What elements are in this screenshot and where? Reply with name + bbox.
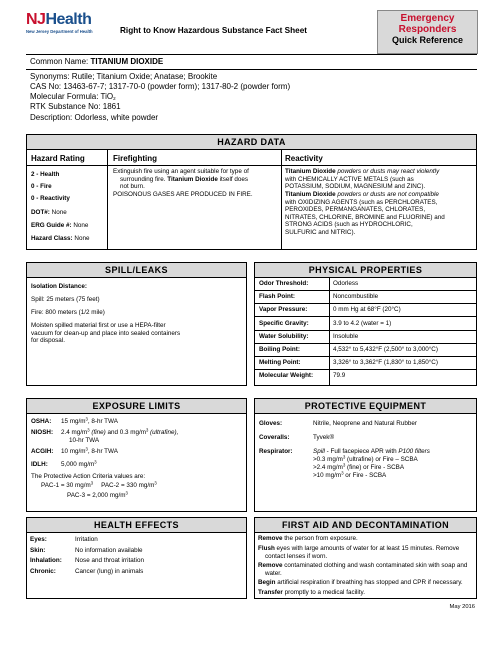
ff-text2: itself does	[217, 175, 248, 183]
first-aid-line4	[258, 579, 463, 587]
emergency-responders-badge	[377, 10, 478, 54]
physical-value: 79.9	[333, 372, 346, 380]
firefighting-header: Firefighting	[113, 154, 157, 163]
first-aid-title: FIRST AID AND DECONTAMINATION	[255, 518, 476, 533]
resp-spill: Spill	[313, 448, 325, 455]
erg-value: None	[73, 222, 89, 229]
firefighting-line1: Extinguish fire using an agent suitable for type of	[113, 168, 249, 175]
acgih-tail: , 8-hr TWA	[87, 448, 118, 455]
coveralls-value: Tyvek®	[313, 434, 335, 441]
fa-l5: promptly to a medical facility.	[282, 589, 365, 596]
physical-properties-section	[254, 262, 477, 386]
niosh-sup1: 3	[87, 427, 90, 433]
firefighting-line2	[120, 176, 248, 184]
hazard-data-section	[26, 134, 477, 250]
isolation-distance-label: Isolation Distance:	[31, 283, 87, 290]
dot-value: None	[51, 209, 67, 216]
hazard-header-rule	[27, 165, 476, 166]
physical-label: Melting Point:	[259, 359, 301, 367]
r-text: powders or dusts may react violently	[335, 168, 440, 175]
acgih-value: 10 mg/m	[61, 448, 86, 455]
hazard-col-divider-2	[281, 150, 282, 249]
physical-label: Specific Gravity:	[259, 319, 309, 327]
reactivity-line4	[285, 191, 439, 199]
rtk-number: RTK Substance No: 1861	[30, 102, 121, 111]
resp-filters: filters	[413, 448, 430, 455]
fire-rating: 0 - Fire	[31, 183, 52, 190]
class-label: Hazard Class:	[31, 235, 73, 242]
physical-label: Boiling Point:	[259, 346, 300, 353]
physical-value: Insoluble	[333, 332, 359, 340]
coveralls-label: Coveralls:	[259, 434, 290, 441]
physical-row-rule	[255, 303, 476, 304]
physical-row-rule	[255, 330, 476, 331]
hazard-class	[31, 235, 89, 243]
resp2-sup: 3	[342, 454, 346, 460]
fa-l4: artificial respiration if breathing has stopped and CPR if necessary.	[275, 579, 463, 586]
physical-value: Odorless	[333, 280, 359, 287]
osha-sup: 3	[85, 416, 88, 422]
ident-divider	[26, 69, 477, 70]
fa-l3: contaminated clothing and wash contaminated skin with soap and	[282, 562, 468, 569]
dot-number	[31, 209, 67, 217]
niosh-ultrafine: (ultrafine),	[148, 429, 179, 436]
resp3: >2.4 mg/m	[313, 464, 343, 471]
niosh-sup2: 3	[145, 427, 149, 433]
first-aid-line3b: water.	[265, 569, 282, 577]
hazard-rating-header: Hazard Rating	[31, 154, 85, 163]
exposure-limits-section	[26, 398, 247, 512]
fa-l1: the person from exposure.	[282, 535, 358, 542]
health-label: Skin:	[30, 546, 46, 554]
osha-label: OSHA:	[31, 418, 52, 425]
respirator-line3	[313, 464, 404, 472]
physical-label: Odor Threshold:	[259, 280, 309, 287]
hazard-col-divider-1	[107, 150, 108, 249]
respirator-line1	[313, 448, 430, 456]
niosh-c: and 0.3 mg/m	[105, 429, 146, 436]
first-aid-line2	[258, 545, 459, 553]
health-label: Chronic:	[30, 567, 56, 575]
protective-equipment-title: PROTECTIVE EQUIPMENT	[255, 399, 476, 414]
dot-label: DOT#:	[31, 209, 50, 216]
idlh-sup: 3	[94, 459, 97, 465]
physical-row-rule	[255, 290, 476, 291]
idlh-value: 5,000 mg/m	[61, 461, 95, 468]
health-value: Nose and throat irritation	[75, 557, 144, 564]
health-effects-title: HEALTH EFFECTS	[27, 518, 246, 533]
osha-tail: , 8-hr TWA	[87, 418, 118, 425]
reactivity-line2: with CHEMICALLY ACTIVE METALS (such as	[285, 175, 414, 183]
physical-value: 3,326° to 3,362°F (1,830° to 1,850°C)	[333, 359, 438, 367]
first-aid-section	[254, 517, 477, 599]
ff-substance: Titanium Dioxide	[167, 175, 218, 183]
acgih-limit	[31, 448, 118, 456]
first-aid-line1	[258, 535, 358, 543]
respirator-line2	[313, 456, 418, 464]
common-name-value: TITANIUM DIOXIDE	[90, 57, 164, 66]
page-title: Right to Know Hazardous Substance Fact Sheet	[120, 26, 307, 35]
class-value: None	[74, 235, 90, 242]
synonyms: Synonyms: Rutile; Titanium Oxide; Anatase; Brookite	[30, 72, 218, 81]
niosh-limit	[31, 429, 178, 437]
erg-label: ERG Guide #:	[31, 222, 72, 229]
reactivity-line8: STRONG ACIDS (such as HYDROCHLORIC,	[285, 221, 413, 228]
r-substance2: Titanium Dioxide	[285, 191, 336, 198]
physical-value: 3.9 to 4.2 (water = 1)	[333, 319, 392, 327]
resp2: >0.3 mg/m	[313, 456, 343, 463]
physical-label: Water Solubility:	[259, 332, 309, 340]
osha-limit	[31, 418, 118, 426]
reactivity-line3: POTASSIUM, SODIUM, MAGNESIUM and ZINC).	[285, 183, 426, 190]
emergency-line2: Responders	[398, 24, 457, 35]
fa-l2: eyes with large amounts of water for at least 15 minutes. Remove	[274, 545, 460, 552]
common-name-label: Common Name:	[30, 57, 89, 66]
spill-method-line3: for disposal.	[31, 337, 65, 344]
pac3: PAC-3 = 2,000 mg/m	[67, 492, 126, 499]
physical-value: 0 mm Hg at 68°F (20°C)	[333, 306, 401, 314]
idlh-label: IDLH:	[31, 461, 48, 468]
idlh-limit	[31, 461, 97, 469]
emergency-line1: Emergency	[400, 13, 455, 24]
formula-subscript: 2	[113, 96, 116, 101]
gloves-value: Nitrile, Neoprene and Natural Rubber	[313, 420, 417, 427]
respirator-line4	[313, 472, 386, 480]
fa-remove: Remove	[258, 535, 283, 542]
resp-p100: P100	[398, 448, 414, 455]
cas-number: CAS No: 13463-67-7; 1317-70-0 (powder form); 1317-80-2 (powder form)	[30, 82, 291, 91]
fa-transfer: Transfer	[258, 589, 283, 596]
common-name-line	[30, 57, 163, 67]
logo-nj: NJ	[26, 11, 46, 28]
niosh-fine: (fine)	[89, 429, 106, 436]
physical-col-divider	[329, 278, 330, 385]
health-value: Cancer (lung) in animals	[75, 567, 144, 575]
pac3-sup: 3	[125, 490, 128, 496]
reactivity-line5: with OXIDIZING AGENTS (such as PERCHLORATES,	[285, 198, 438, 206]
header-divider	[26, 54, 477, 55]
description: Description: Odorless, white powder	[30, 113, 159, 122]
fa-begin: Begin	[258, 579, 276, 586]
reactivity-rating: 0 - Reactivity	[31, 195, 70, 202]
fa-flush: Flush	[258, 545, 275, 552]
physical-row-rule	[255, 356, 476, 357]
first-aid-line2b: contact lenses if worn.	[265, 552, 328, 560]
protective-equipment-section	[254, 398, 477, 512]
pac-intro: The Protective Action Criteria values are:	[31, 473, 146, 480]
r-text2: powders or dusts are not compatible	[335, 191, 439, 198]
acgih-label: ACGIH:	[31, 448, 54, 455]
pac1: PAC-1 = 30 mg/m	[41, 482, 91, 489]
hazard-data-title: HAZARD DATA	[27, 135, 476, 150]
spill-method-line2: vacuum for clean-up and place into sealed containers	[31, 329, 181, 337]
firefighting-line3: not burn.	[120, 183, 145, 190]
resp4b: or Fire - SCBA	[343, 472, 387, 479]
fire-distance: Fire: 800 meters (1/2 mile)	[31, 309, 105, 316]
footer-date: May 2016	[449, 604, 475, 610]
physical-value: 4,532° to 5,432°F (2,500° to 3,000°C)	[333, 346, 438, 353]
gloves-label: Gloves:	[259, 420, 283, 427]
reactivity-line9: SULFURIC and NITRIC).	[285, 228, 356, 236]
physical-row-rule	[255, 316, 476, 317]
molecular-formula	[30, 92, 116, 102]
osha-value: 15 mg/m	[61, 418, 86, 425]
health-label: Eyes:	[30, 536, 47, 543]
reactivity-header: Reactivity	[285, 154, 323, 163]
health-value: No information available	[75, 546, 143, 554]
reactivity-line7: NITRATES, CHLORINE, BROMINE and FLUORINE) and	[285, 213, 445, 221]
pac-1-2	[41, 482, 157, 490]
health-label: Inhalation:	[30, 557, 62, 564]
physical-properties-title: PHYSICAL PROPERTIES	[255, 263, 476, 278]
nj-health-logo	[26, 11, 96, 45]
pac1-sup: 3	[90, 480, 94, 486]
reactivity-line1	[285, 168, 439, 176]
respirator-label: Respirator:	[259, 448, 293, 455]
resp-apr: - Full facepiece APR with	[324, 448, 399, 455]
resp4: >10 mg/m	[313, 472, 342, 479]
logo-subtitle: New Jersey Department of Health	[26, 29, 93, 34]
emergency-line3: Quick Reference	[391, 35, 464, 45]
ff-text: surrounding fire.	[120, 175, 168, 183]
physical-value: Noncombustible	[333, 293, 379, 301]
spill-leaks-section	[26, 262, 247, 386]
niosh-twa: 10-hr TWA	[69, 436, 100, 444]
niosh-a: 2.4 mg/m	[61, 429, 88, 436]
fa-remove2: Remove	[258, 562, 283, 569]
resp3b: (fine) or Fire - SCBA	[345, 464, 405, 471]
health-value: Irritation	[75, 536, 98, 543]
resp4-sup: 3	[341, 470, 344, 476]
first-aid-line3	[258, 562, 467, 570]
physical-label: Vapor Pressure:	[259, 306, 308, 314]
exposure-limits-title: EXPOSURE LIMITS	[27, 399, 246, 414]
pac-3	[67, 492, 128, 500]
resp3-sup: 3	[342, 462, 346, 468]
physical-label: Flash Point:	[259, 293, 296, 301]
r-substance: Titanium Dioxide	[285, 168, 336, 175]
first-aid-line5	[258, 589, 365, 597]
health-effects-section	[26, 517, 247, 599]
spill-method-line1: Moisten spilled material first or use a HEPA-filter	[31, 322, 166, 329]
resp2b: (ultrafine) or Fire – SCBA	[345, 456, 418, 463]
physical-row-rule	[255, 343, 476, 344]
reactivity-line6: PEROXIDES, PERMANGANATES, CHLORATES,	[285, 206, 426, 213]
pac2: PAC-2 = 330 mg/m	[101, 482, 155, 489]
logo-health: Health	[45, 11, 92, 28]
niosh-label: NIOSH:	[31, 429, 54, 436]
physical-row-rule	[255, 369, 476, 370]
erg-guide	[31, 222, 88, 230]
health-rating: 2 - Health	[31, 171, 60, 178]
physical-label: Molecular Weight:	[259, 372, 314, 380]
acgih-sup: 3	[85, 446, 88, 452]
spill-leaks-title: SPILL/LEAKS	[27, 263, 246, 278]
firefighting-gases: POISONOUS GASES ARE PRODUCED IN FIRE.	[113, 191, 253, 198]
pac2-sup: 3	[154, 480, 157, 486]
spill-distance: Spill: 25 meters (75 feet)	[31, 296, 100, 303]
formula-text: Molecular Formula: TiO	[30, 92, 114, 101]
